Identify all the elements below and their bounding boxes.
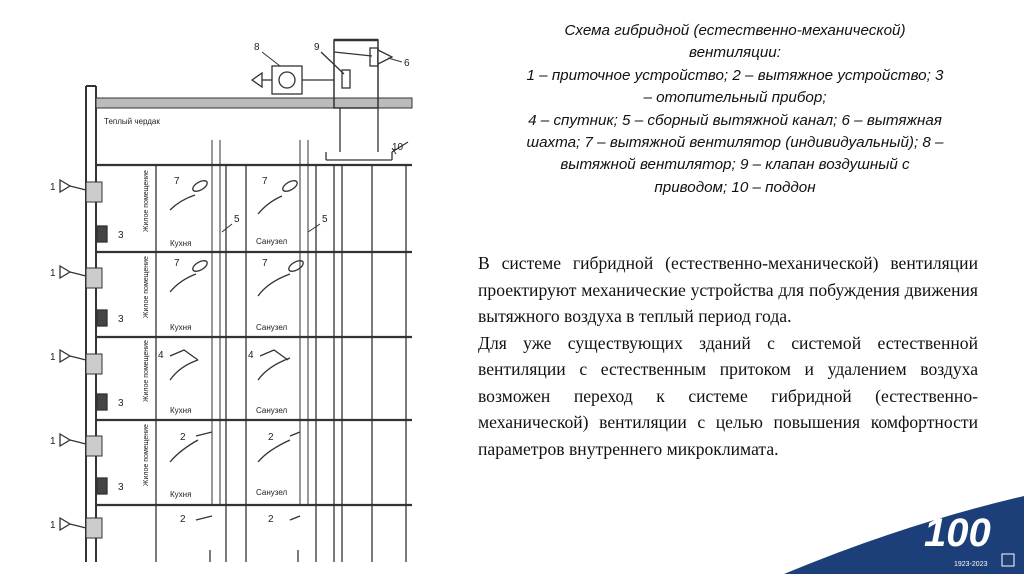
caption-line: вентиляции: bbox=[689, 44, 781, 62]
room-label-living-3: Жилое помещение bbox=[143, 340, 150, 402]
marker-5b: 5 bbox=[322, 214, 328, 225]
marker-4a: 4 bbox=[158, 350, 164, 361]
marker-5a: 5 bbox=[234, 214, 240, 225]
marker-1b: 1 bbox=[50, 268, 56, 279]
marker-2a: 2 bbox=[180, 432, 186, 443]
marker-7b: 7 bbox=[262, 176, 268, 187]
attic-label: Теплый чердак bbox=[104, 117, 160, 126]
marker-7c: 7 bbox=[174, 258, 180, 269]
body-text bbox=[478, 250, 978, 462]
caption-line: Схема гибридной (естественно-механической) bbox=[564, 22, 906, 39]
marker-9: 9 bbox=[314, 42, 320, 53]
marker-1a: 1 bbox=[50, 182, 56, 193]
marker-3c: 3 bbox=[118, 398, 124, 409]
logo-years: 1923-2023 bbox=[954, 561, 988, 568]
marker-1d: 1 bbox=[50, 436, 56, 447]
room-label-bath-4: Санузел bbox=[256, 488, 288, 497]
room-label-kitchen-2: Кухня bbox=[170, 323, 192, 332]
marker-3b: 3 bbox=[118, 314, 124, 325]
marker-2c: 2 bbox=[180, 514, 186, 525]
room-label-living-4: Жилое помещение bbox=[143, 424, 150, 486]
marker-7d: 7 bbox=[262, 258, 268, 269]
room-label-bath-3: Санузел bbox=[256, 406, 288, 415]
marker-2b: 2 bbox=[268, 432, 274, 443]
marker-2d: 2 bbox=[268, 514, 274, 525]
marker-3a: 3 bbox=[118, 230, 124, 241]
caption-line: – отопительный прибор; bbox=[643, 89, 827, 107]
marker-7a: 7 bbox=[174, 176, 180, 187]
room-label-kitchen-1: Кухня bbox=[170, 239, 192, 248]
caption-line: приводом; 10 – поддон bbox=[654, 178, 816, 196]
caption-line: 4 – спутник; 5 – сборный вытяжной канал; 6 – вытяжная bbox=[528, 111, 942, 129]
room-label-bath-2: Санузел bbox=[256, 323, 288, 332]
room-label-kitchen-3: Кухня bbox=[170, 406, 192, 415]
diagram-labels bbox=[50, 42, 410, 531]
anniversary-logo bbox=[784, 484, 1024, 574]
caption-line: вытяжной вентилятор; 9 – клапан воздушный с bbox=[560, 156, 910, 174]
paragraph: Для уже существующих зданий с системой естественной вентиляции с естественным притоком и удалением воздуха возможен переход к системе гибридной (естественно-механической) вентиляции с целью повышения комфортности параметров внутреннего микроклимата. bbox=[478, 332, 978, 459]
marker-6: 6 bbox=[404, 58, 410, 69]
caption-line: шахта; 7 – вытяжной вентилятор (индивидуальный); 8 – bbox=[526, 134, 944, 152]
room-label-kitchen-4: Кухня bbox=[170, 490, 192, 499]
marker-1e: 1 bbox=[50, 520, 56, 531]
marker-3d: 3 bbox=[118, 482, 124, 493]
diagram-caption bbox=[478, 20, 992, 199]
paragraph: В системе гибридной (естественно-механической) вентиляции проектируют механические устройства для побуждения движения вытяжного воздуха в теплый период года. bbox=[478, 253, 978, 326]
logo-number: 100 bbox=[924, 511, 991, 555]
room-label-living-2: Жилое помещение bbox=[143, 256, 150, 318]
room-label-bath-1: Санузел bbox=[256, 237, 288, 246]
marker-1c: 1 bbox=[50, 352, 56, 363]
caption-line: 1 – приточное устройство; 2 – вытяжное устройство; 3 bbox=[526, 66, 944, 84]
marker-4b: 4 bbox=[248, 350, 254, 361]
room-label-living-1: Жилое помещение bbox=[143, 170, 150, 232]
marker-8: 8 bbox=[254, 42, 260, 53]
marker-10: 10 bbox=[392, 142, 404, 153]
